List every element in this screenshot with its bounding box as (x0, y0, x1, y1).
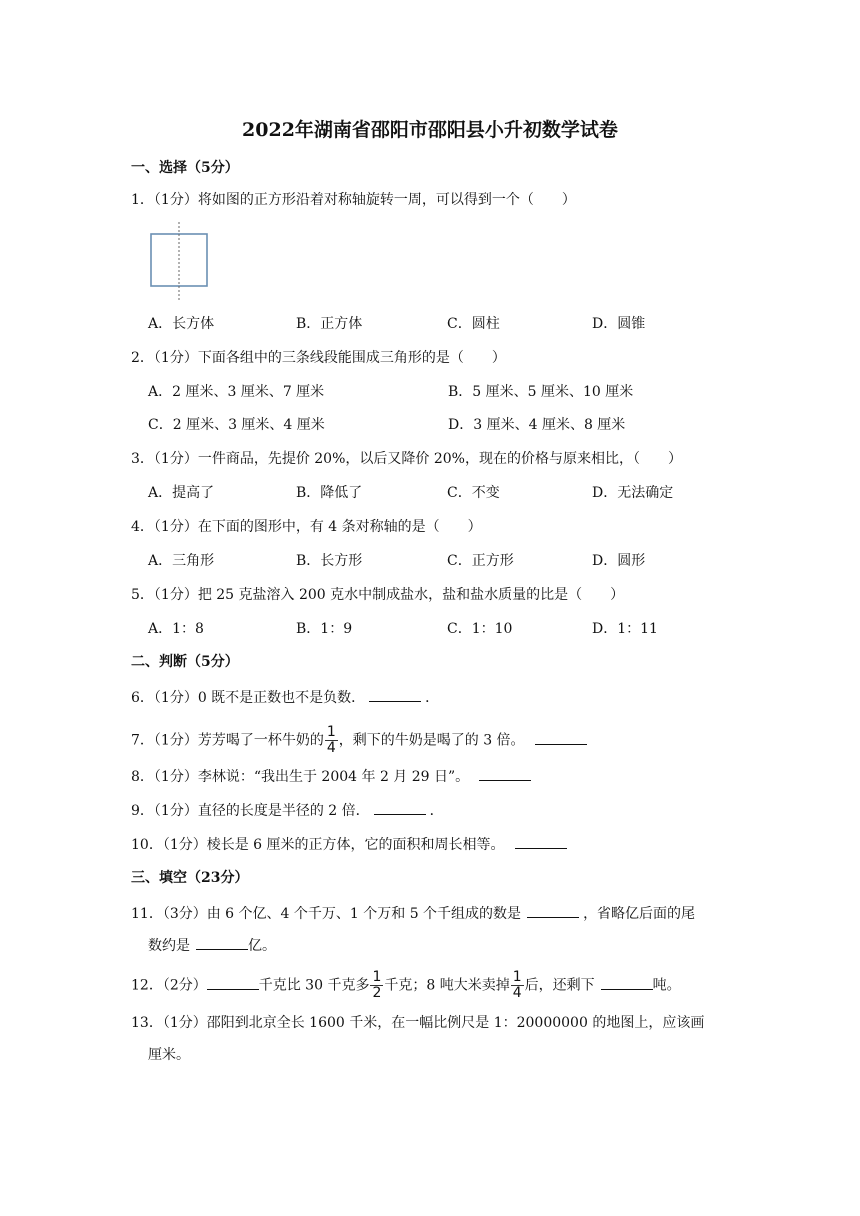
q4-option-b: B．长方形 (296, 553, 363, 569)
question-10-text: 10．（1分）棱长是 6 厘米的正方体，它的面积和周长相等。 (131, 837, 505, 853)
q3-option-a: A．提高了 (148, 485, 215, 501)
question-13-line-2: 厘米。 (148, 1047, 190, 1063)
answer-blank[interactable] (207, 975, 259, 990)
fraction-numerator: 1 (512, 969, 522, 985)
section-heading-judge: 二、判断（5分） (131, 654, 239, 670)
answer-blank[interactable] (515, 834, 567, 849)
question-12 (131, 970, 681, 1001)
question-5-stem: 5．（1分）把 25 克盐溶入 200 克水中制成盐水，盐和盐水质量的比是（ ） (131, 587, 625, 603)
question-11-text-c: 数约是 (148, 938, 190, 954)
fraction-denominator: 2 (372, 985, 382, 1001)
q2-option-c: C．2 厘米、3 厘米、4 厘米 (148, 417, 325, 433)
question-8 (131, 766, 535, 787)
question-12-text-e: 吨。 (652, 977, 681, 994)
answer-blank[interactable] (479, 766, 531, 781)
fraction-numerator: 1 (326, 724, 336, 740)
question-13-line-1: 13．（1分）邵阳到北京全长 1600 千米，在一幅比例尺是 1：20000000 的地图上，应该画 (131, 1015, 705, 1031)
fraction-numerator: 1 (372, 969, 382, 985)
q1-option-c: C．圆柱 (447, 316, 500, 332)
question-11-line-1 (131, 903, 695, 924)
question-9 (131, 800, 444, 821)
fraction-one-quarter (325, 725, 338, 756)
answer-blank[interactable] (196, 935, 248, 950)
fraction-one-half (370, 970, 383, 1001)
question-12-text-c: 千克；8 吨大米卖掉 (384, 977, 510, 994)
question-3-stem: 3．（1分）一件商品，先提价 20%，以后又降价 20%，现在的价格与原来相比，（ ） (131, 451, 682, 467)
question-1-stem: 1．（1分）将如图的正方形沿着对称轴旋转一周，可以得到一个（ ） (131, 192, 576, 208)
q3-option-d: D．无法确定 (592, 485, 674, 501)
question-7-text-a: 7．（1分）芳芳喝了一杯牛奶的 (131, 732, 324, 749)
q5-option-a: A．1：8 (148, 621, 204, 637)
answer-blank[interactable] (601, 975, 653, 990)
answer-blank[interactable] (527, 903, 579, 918)
question-12-text-d: 后，还剩下 (524, 977, 595, 994)
q5-option-d: D．1：11 (592, 621, 658, 637)
answer-blank[interactable] (369, 687, 421, 702)
question-11-line-2 (148, 935, 276, 956)
question-7 (131, 725, 591, 756)
q1-option-b: B．正方体 (296, 316, 363, 332)
question-6-text: 6．（1分）0 既不是正数也不是负数． (131, 690, 366, 706)
section-heading-fill: 三、填空（23分） (131, 870, 249, 886)
page-title: 2022年湖南省邵阳市邵阳县小升初数学试卷 (242, 119, 618, 141)
question-12-text-a: 12．（2分） (131, 977, 207, 994)
q5-option-c: C．1：10 (447, 621, 513, 637)
question-11-text-d: 亿。 (248, 938, 276, 954)
question-6-end: ． (425, 690, 440, 706)
q2-option-d: D．3 厘米、4 厘米、8 厘米 (448, 417, 626, 433)
answer-blank[interactable] (374, 800, 426, 815)
q4-option-d: D．圆形 (592, 553, 646, 569)
q4-option-c: C．正方形 (447, 553, 514, 569)
fraction-denominator: 4 (512, 985, 522, 1001)
q4-option-a: A．三角形 (148, 553, 215, 569)
question-11-text-b: ，省略亿后面的尾 (583, 906, 696, 922)
question-4-stem: 4．（1分）在下面的图形中，有 4 条对称轴的是（ ） (131, 519, 482, 535)
fraction-denominator: 4 (326, 740, 336, 756)
q3-option-b: B．降低了 (296, 485, 363, 501)
question-2-stem: 2．（1分）下面各组中的三条线段能围成三角形的是（ ） (131, 350, 506, 366)
fraction-one-quarter (511, 970, 524, 1001)
question-7-text-b: ，剩下的牛奶是喝了的 3 倍。 (338, 732, 525, 749)
question-8-text: 8．（1分）李林说：“我出生于 2004 年 2 月 29 日”。 (131, 769, 470, 785)
q1-option-a: A．长方体 (148, 316, 215, 332)
question-9-text: 9．（1分）直径的长度是半径的 2 倍． (131, 803, 370, 819)
square-with-axis-figure (145, 222, 215, 304)
question-12-text-b: 千克比 30 千克多 (258, 977, 370, 994)
q5-option-b: B．1：9 (296, 621, 353, 637)
q1-option-d: D．圆锥 (592, 316, 646, 332)
q3-option-c: C．不变 (447, 485, 500, 501)
answer-blank[interactable] (535, 730, 587, 745)
question-11-text-a: 11．（3分）由 6 个亿、4 个千万、1 个万和 5 个千组成的数是 (131, 906, 522, 922)
q2-option-a: A．2 厘米、3 厘米、7 厘米 (148, 384, 325, 400)
question-9-end: ． (429, 803, 444, 819)
question-6 (131, 687, 439, 708)
q2-option-b: B．5 厘米、5 厘米、10 厘米 (448, 384, 634, 400)
question-10 (131, 834, 571, 855)
section-heading-choice: 一、选择（5分） (131, 160, 239, 176)
